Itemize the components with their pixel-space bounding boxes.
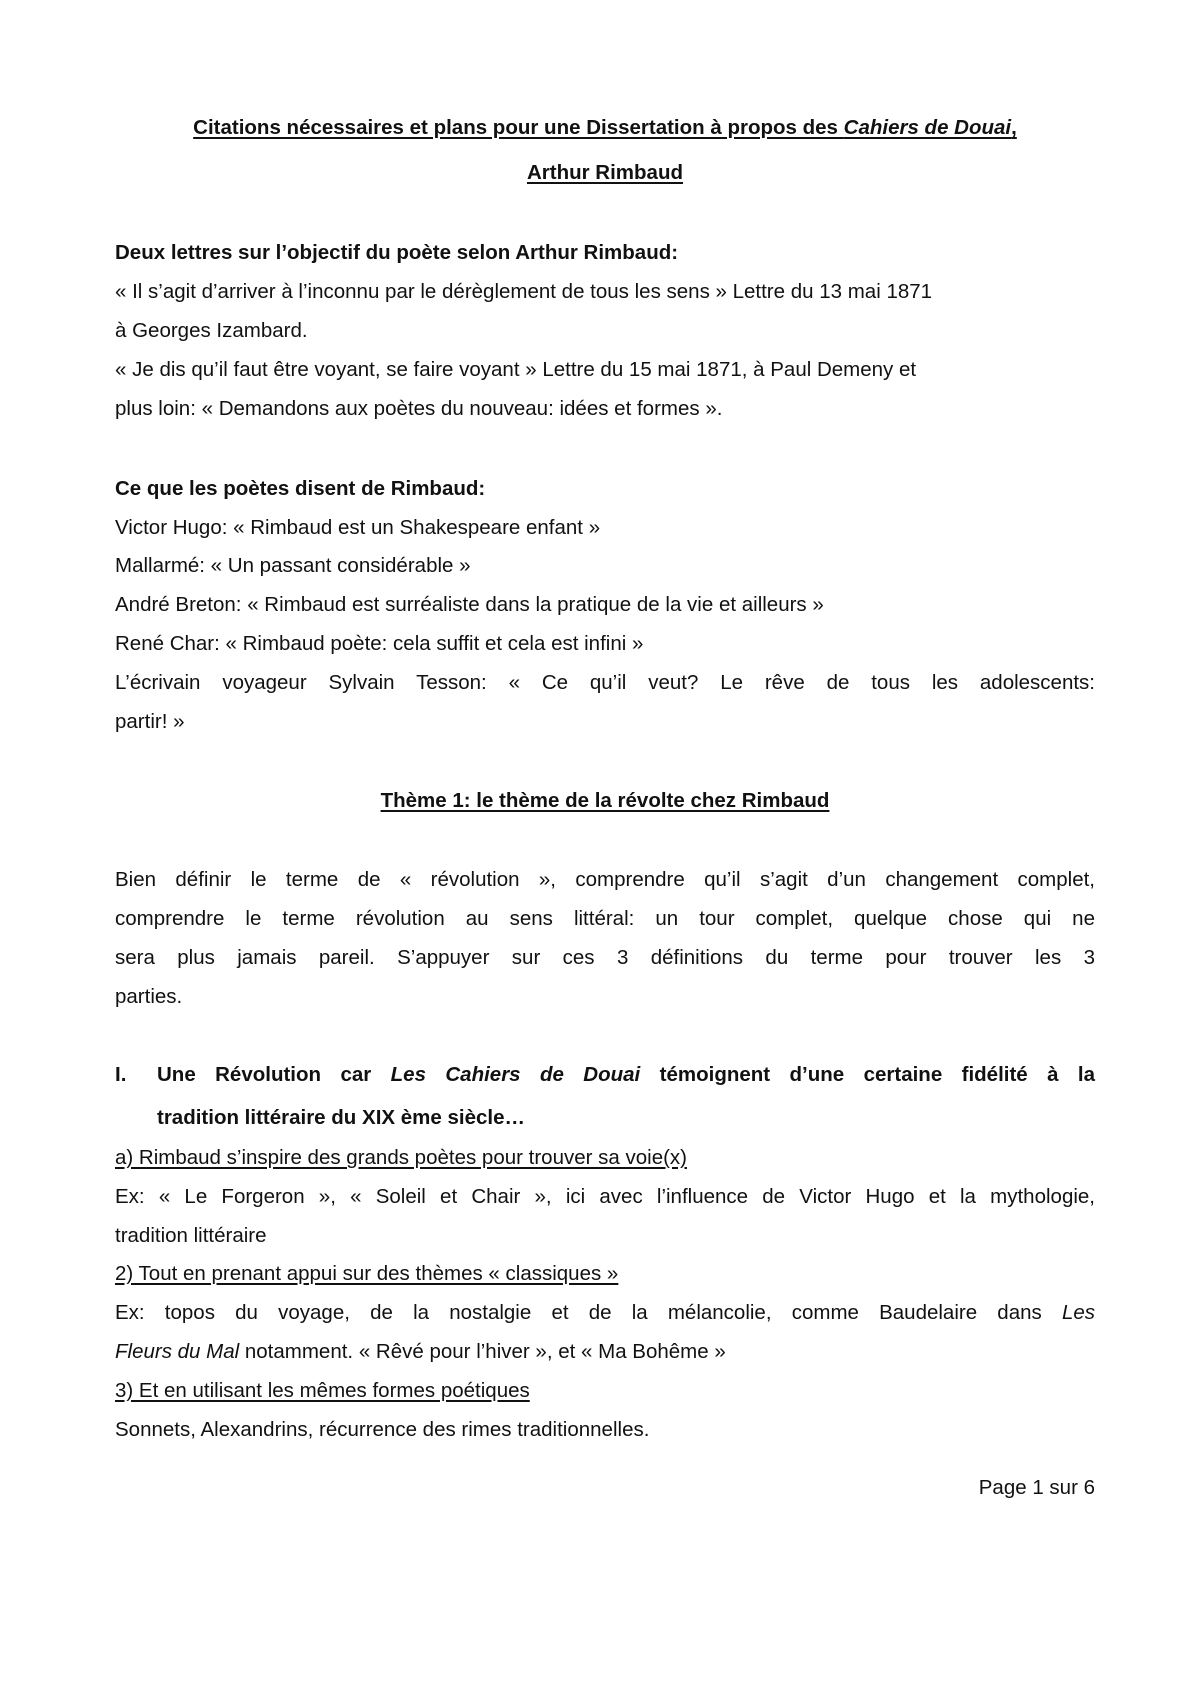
title-book-name: Cahiers de Douai xyxy=(843,116,1012,139)
theme-heading: Thème 1: le thème de la révolte chez Rimbaud xyxy=(380,789,830,812)
part1-book-name: Les Cahiers de Douai xyxy=(390,1063,641,1086)
example-a-line1: Ex: « Le Forgeron », « Soleil et Chair », ici avec l’influence de Victor Hugo et la mythologie, xyxy=(115,1185,1095,1208)
letters-line: « Il s’agit d’arriver à l’inconnu par le dérèglement de tous les sens » Lettre du 13 mai 1871 xyxy=(115,280,933,303)
document-page xyxy=(115,0,1095,1696)
part1-heading-line1: Une Révolution car Les Cahiers de Douai témoignent d’une certaine fidélité à la xyxy=(157,1063,1095,1086)
letters-line: « Je dis qu’il faut être voyant, se faire voyant » Lettre du 15 mai 1871, à Paul Demeny et xyxy=(115,358,917,381)
document-title-line1: Citations nécessaires et plans pour une Dissertation à propos des Cahiers de Douai, xyxy=(193,116,1017,139)
letters-heading: Deux lettres sur l’objectif du poète selon Arthur Rimbaud: xyxy=(115,241,679,264)
theme-intro-line: sera plus jamais pareil. S’appuyer sur ces 3 définitions du terme pour trouver les 3 xyxy=(115,946,1095,969)
part1-heading-line2: tradition littéraire du XIX ème siècle… xyxy=(157,1106,525,1129)
poet-quote: Mallarmé: « Un passant considérable » xyxy=(115,554,471,577)
letters-line: à Georges Izambard. xyxy=(115,319,308,342)
poet-quote: André Breton: « Rimbaud est surréaliste dans la pratique de la vie et ailleurs » xyxy=(115,593,824,616)
part-number: I. xyxy=(115,1063,127,1086)
poet-quote: L’écrivain voyageur Sylvain Tesson: « Ce qu’il veut? Le rêve de tous les adolescents: xyxy=(115,671,1095,694)
example-3: Sonnets, Alexandrins, récurrence des rimes traditionnelles. xyxy=(115,1418,650,1441)
subheading-a: a) Rimbaud s’inspire des grands poètes pour trouver sa voie(x) xyxy=(115,1146,687,1169)
document-title-line2: Arthur Rimbaud xyxy=(526,161,684,184)
example-2-line2: Fleurs du Mal notamment. « Rêvé pour l’hiver », et « Ma Bohême » xyxy=(115,1340,726,1363)
poet-quote: Victor Hugo: « Rimbaud est un Shakespeare enfant » xyxy=(115,516,601,539)
theme-intro-line: parties. xyxy=(115,985,183,1008)
example-2-line1: Ex: topos du voyage, de la nostalgie et de la mélancolie, comme Baudelaire dans Les xyxy=(115,1301,1095,1324)
subheading-3: 3) Et en utilisant les mêmes formes poétiques xyxy=(115,1379,530,1402)
poet-quote: partir! » xyxy=(115,710,185,733)
subheading-2: 2) Tout en prenant appui sur des thèmes « classiques » xyxy=(115,1262,619,1285)
theme-intro-line: Bien définir le terme de « révolution », comprendre qu’il s’agit d’un changement complet, xyxy=(115,868,1095,891)
theme-intro-line: comprendre le terme révolution au sens littéral: un tour complet, quelque chose qui ne xyxy=(115,907,1095,930)
poets-heading: Ce que les poètes disent de Rimbaud: xyxy=(115,477,486,500)
letters-line: plus loin: « Demandons aux poètes du nouveau: idées et formes ». xyxy=(115,397,723,420)
example-a-line2: tradition littéraire xyxy=(115,1224,267,1247)
poet-quote: René Char: « Rimbaud poète: cela suffit et cela est infini » xyxy=(115,632,644,655)
page-number: Page 1 sur 6 xyxy=(978,1476,1095,1499)
